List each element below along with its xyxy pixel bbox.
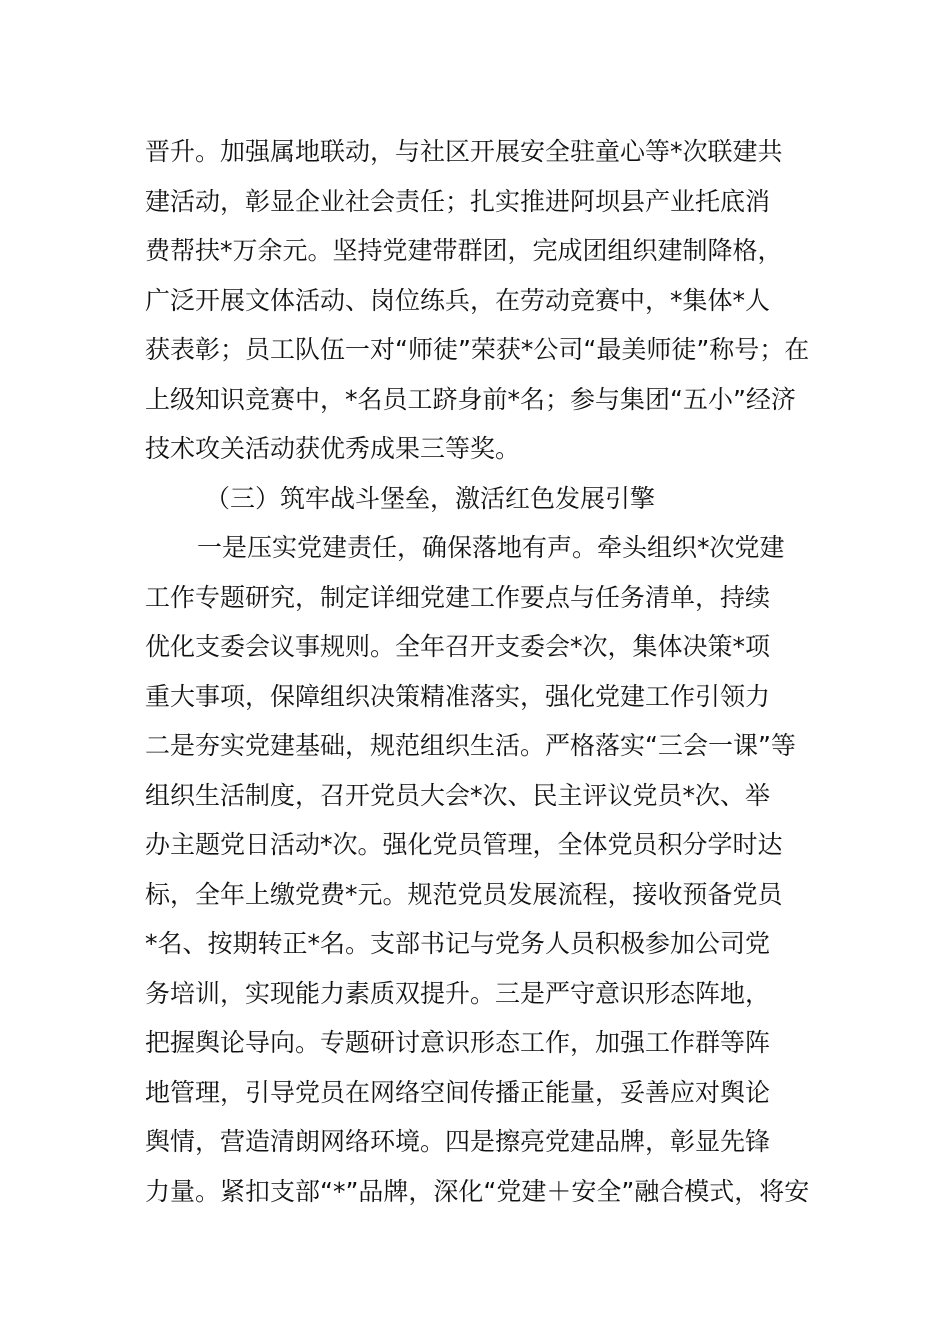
- text-line: *名、按期转正*名。支部书记与党务人员积极参加公司党: [145, 929, 771, 958]
- text-line: 上级知识竞赛中，*名员工跻身前*名；参与集团“五小”经济: [145, 384, 796, 414]
- text-line: 力量。紧扣支部“*”品牌，深化“党建＋安全”融合模式，将安: [145, 1176, 810, 1206]
- text-line: 二是夯实党建基础，规范组织生活。严格落实“三会一课”等: [145, 731, 796, 760]
- text-line: 优化支委会议事规则。全年召开支委会*次，集体决策*项: [145, 632, 771, 661]
- text-line: 晋升。加强属地联动，与社区开展安全驻童心等*次联建共: [145, 137, 783, 166]
- text-line: 务培训，实现能力素质双提升。三是严守意识形态阵地，: [145, 978, 771, 1008]
- text-line: 舆情，营造清朗网络环境。四是擦亮党建品牌，彰显先锋: [145, 1127, 771, 1156]
- text-line: 办主题党日活动*次。强化党员管理，全体党员积分学时达: [145, 830, 783, 859]
- text-line: 工作专题研究，制定详细党建工作要点与任务清单，持续: [145, 582, 771, 612]
- text-line: 重大事项，保障组织决策精准落实，强化党建工作引领力: [145, 681, 771, 711]
- text-line: 标，全年上缴党费*元。规范党员发展流程，接收预备党员: [145, 879, 783, 909]
- text-line: 广泛开展文体活动、岗位练兵，在劳动竞赛中，*集体*人: [145, 285, 771, 315]
- paragraph-start: 一是压实党建责任，确保落地有声。牵头组织*次党建: [197, 533, 785, 562]
- document-body: [145, 127, 815, 1216]
- text-line: 获表彰；员工队伍一对“师徒”荣获*公司“最美师徒”称号；在: [145, 335, 810, 364]
- text-line: 组织生活制度，召开党员大会*次、民主评议党员*次、举: [145, 780, 771, 810]
- section-heading: （三）筑牢战斗堡垒，激活红色发展引擎: [205, 483, 656, 513]
- text-line: 技术攻关活动获优秀成果三等奖。: [145, 434, 521, 463]
- text-line: 把握舆论导向。专题研讨意识形态工作，加强工作群等阵: [145, 1028, 771, 1057]
- text-line: 费帮扶*万余元。坚持党建带群团，完成团组织建制降格，: [145, 236, 783, 265]
- text-line: 地管理，引导党员在网络空间传播正能量，妥善应对舆论: [145, 1077, 771, 1107]
- text-line: 建活动，彰显企业社会责任；扎实推进阿坝县产业托底消: [145, 186, 771, 216]
